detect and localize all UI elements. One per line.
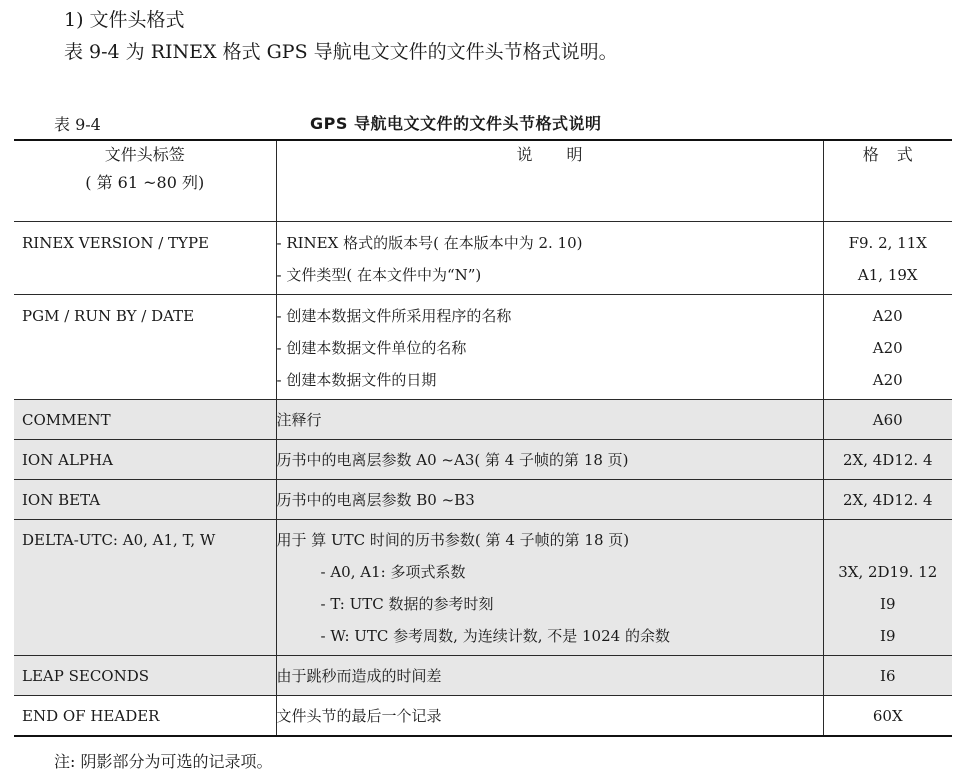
row-label: RINEX VERSION / TYPE <box>22 234 209 252</box>
row-format-value: I6 <box>880 667 896 685</box>
row-format-value: I9 <box>880 627 896 645</box>
table-row <box>14 480 952 520</box>
row-format-value: A20 <box>872 307 903 325</box>
row-label: LEAP SECONDS <box>22 667 150 685</box>
row-format-value: A20 <box>872 339 903 357</box>
table-row <box>14 520 952 656</box>
intro-paragraph: 表 9-4 为 RINEX 格式 GPS 导航电文文件的文件头节格式说明。 <box>64 41 618 63</box>
column-header-label-line1: 文件头标签 <box>104 145 185 164</box>
row-format-value: 60X <box>872 707 903 725</box>
row-label: END OF HEADER <box>22 707 160 725</box>
row-format-value: A1, 19X <box>857 266 918 284</box>
row-description-line: - 文件类型( 在本文件中为“N”) <box>276 266 482 284</box>
table-row <box>14 400 952 440</box>
row-description-line: - RINEX 格式的版本号( 在本版本中为 2. 10) <box>276 234 583 252</box>
row-label: COMMENT <box>22 411 111 429</box>
row-description-line: - 创建本数据文件的日期 <box>276 371 437 389</box>
row-description-line: 用于 算 UTC 时间的历书参数( 第 4 子帧的第 18 页) <box>276 531 630 549</box>
row-description-line: 由于跳秒而造成的时间差 <box>276 667 442 685</box>
row-label: PGM / RUN BY / DATE <box>22 307 195 325</box>
row-description-line: 历书中的电离层参数 B0 ~B3 <box>276 491 475 509</box>
row-label: ION BETA <box>22 491 101 509</box>
table-header-row <box>14 140 952 222</box>
section-heading: 1) 文件头格式 <box>64 9 185 31</box>
column-header-format <box>823 140 952 222</box>
row-format-value: A20 <box>872 371 903 389</box>
column-header-label <box>14 140 276 222</box>
row-format-value: F9. 2, 11X <box>848 234 927 252</box>
row-format-value: 2X, 4D12. 4 <box>843 491 933 509</box>
column-header-format-a: 格 <box>862 145 879 164</box>
row-description-line: 注释行 <box>276 411 322 429</box>
row-format-value: A60 <box>872 411 903 429</box>
row-format-value <box>824 524 953 556</box>
column-header-format-b: 式 <box>896 145 913 164</box>
row-label: DELTA-UTC: A0, A1, T, W <box>22 531 216 549</box>
column-header-description-b: 明 <box>566 145 583 164</box>
row-description-line: - 创建本数据文件所采用程序的名称 <box>276 307 512 325</box>
table-title: GPS 导航电文文件的文件头节格式说明 <box>310 114 602 133</box>
table-footnote: 注: 阴影部分为可选的记录项。 <box>54 752 273 771</box>
row-format-value: I9 <box>880 595 896 613</box>
column-header-description <box>276 140 823 222</box>
table-row <box>14 222 952 295</box>
table-row <box>14 696 952 737</box>
row-label: ION ALPHA <box>22 451 113 469</box>
row-description-line: 历书中的电离层参数 A0 ~A3( 第 4 子帧的第 18 页) <box>276 451 629 469</box>
row-description-line: - T: UTC 数据的参考时刻 <box>320 595 494 613</box>
row-description-line: - A0, A1: 多项式系数 <box>320 563 466 581</box>
row-description-line: - 创建本数据文件单位的名称 <box>276 339 467 357</box>
table-row <box>14 440 952 480</box>
row-format-value: 3X, 2D19. 12 <box>838 563 938 581</box>
header-format-table <box>14 139 952 737</box>
row-description-line: 文件头节的最后一个记录 <box>276 707 442 725</box>
column-header-description-a: 说 <box>516 145 533 164</box>
table-row <box>14 295 952 400</box>
column-header-label-line2: ( 第 61 ~80 列) <box>85 173 205 192</box>
row-format-value: 2X, 4D12. 4 <box>843 451 933 469</box>
row-description-line: - W: UTC 参考周数, 为连续计数, 不是 1024 的余数 <box>320 627 670 645</box>
table-row <box>14 656 952 696</box>
table-number: 表 9-4 <box>54 115 101 134</box>
